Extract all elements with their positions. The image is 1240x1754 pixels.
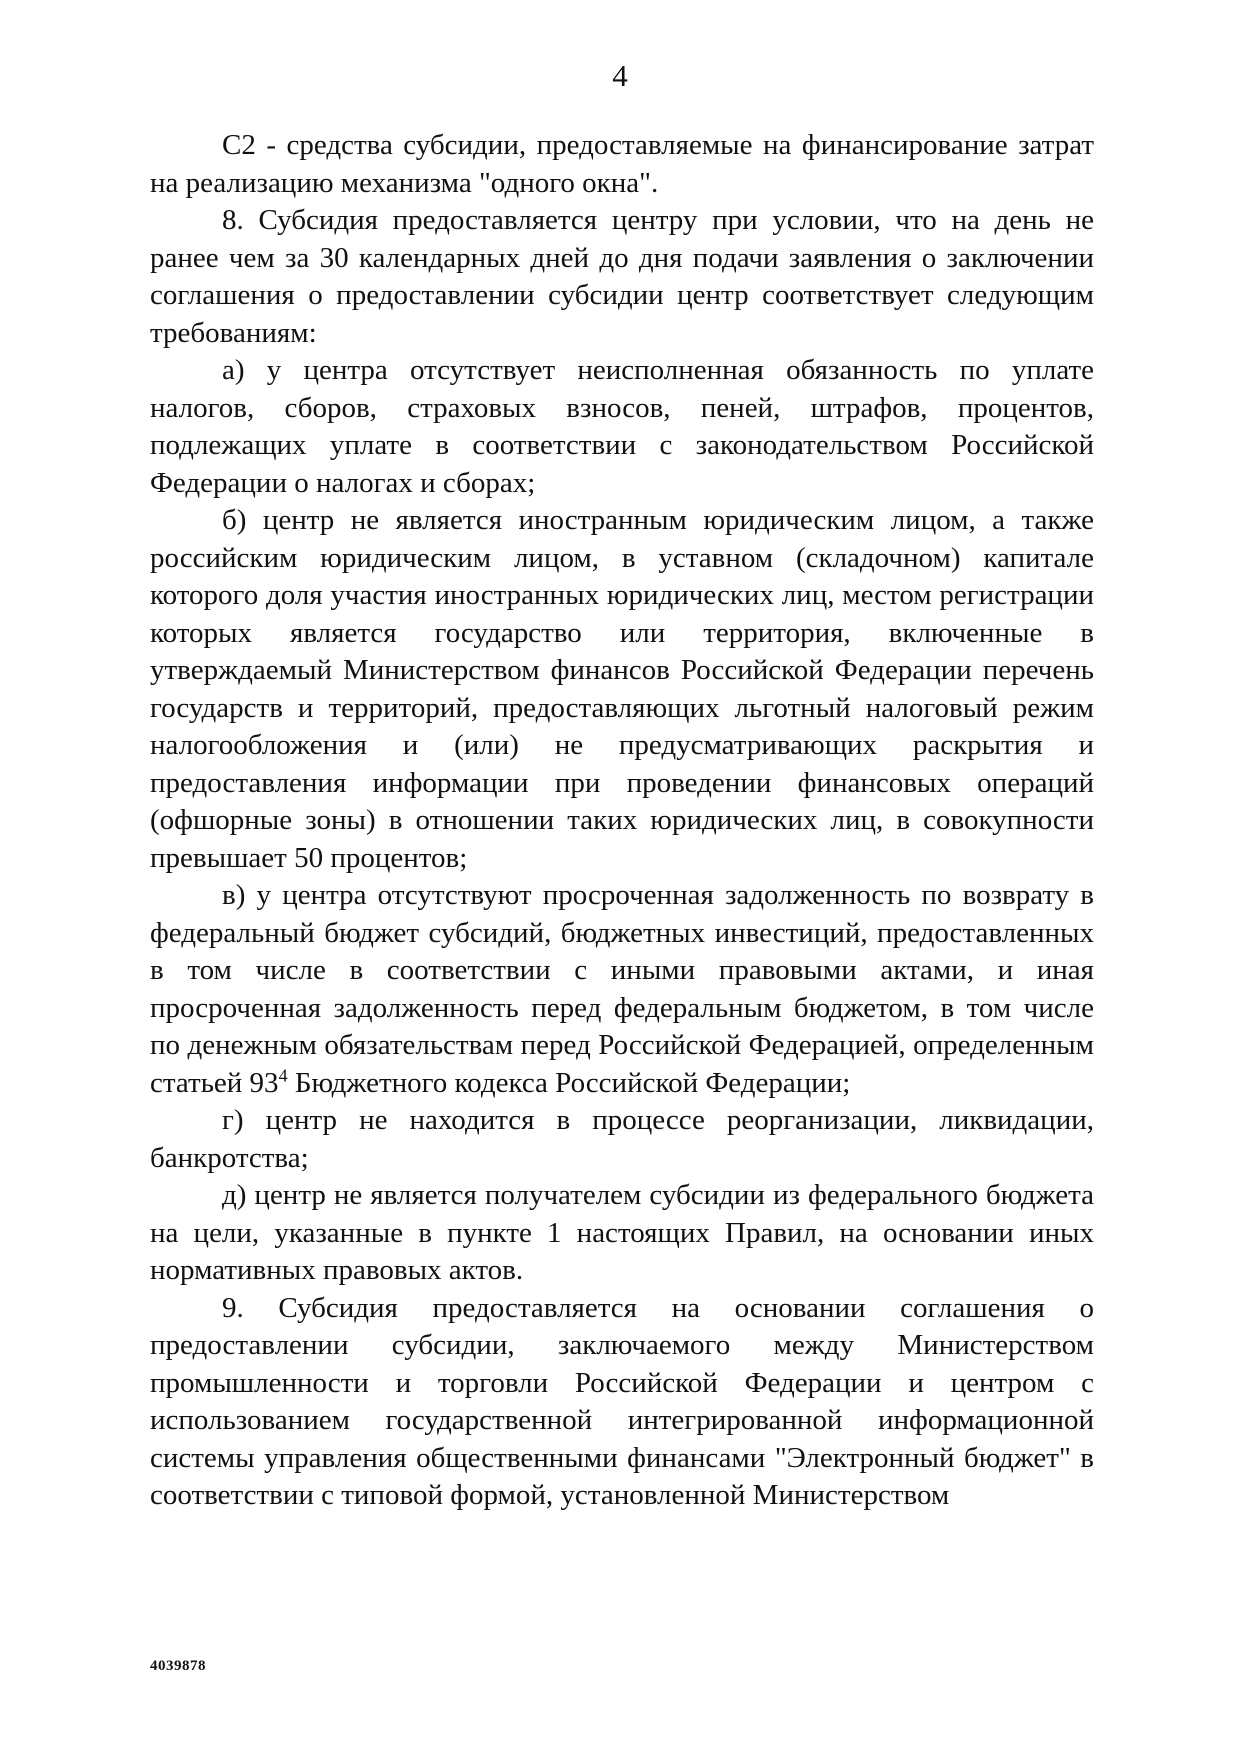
paragraph-8-item-v: [150, 877, 1094, 1102]
paragraph-8-item-g: г) центр не находится в процессе реорганизации, ликвидации, банкротства;: [150, 1104, 1094, 1174]
paragraph-8-item-v-text: в) у центра отсутствуют просроченная задолженность по возврату в федеральный бюджет субсидий, бюджетных инвестиций, предоставленных в том числе в соответствии с иными правовыми актами, и иная просроченная задолженность перед федеральным бюджетом, в том числе по денежным обязательствам перед Российской Федерацией, определенным статьей 93: [150, 879, 1094, 1099]
paragraph-8-item-d: д) центр не является получателем субсидии из федерального бюджета на цели, указанные в пункте 1 настоящих Правил, на основании иных нормативных правовых актов.: [150, 1179, 1094, 1286]
paragraph-9: 9. Субсидия предоставляется на основании соглашения о предоставлении субсидии, заключаемого между Министерством промышленности и торговли Российской Федерации и центром с использованием государственной интегрированной информационной системы управления общественными финансами "Электронный бюджет" в соответствии с типовой формой, установленной Министерством: [150, 1291, 1094, 1511]
page-number: 4: [612, 58, 628, 93]
paragraph-8-item-a: а) у центра отсутствует неисполненная обязанность по уплате налогов, сборов, страховых взносов, пеней, штрафов, процентов, подлежащих уплате в соответствии с законодательством Российской Федерации о налогах и сборах;: [150, 354, 1094, 499]
article-superscript: 4: [278, 1064, 288, 1085]
document-id: 4039878: [150, 1658, 206, 1674]
paragraph-c2-definition: С2 - средства субсидии, предоставляемые на финансирование затрат на реализацию механизма "одного окна".: [150, 129, 1094, 199]
paragraph-8-intro: 8. Субсидия предоставляется центру при условии, что на день не ранее чем за 30 календарных дней до дня подачи заявления о заключении соглашения о предоставлении субсидии центр соответствует следующим требованиям:: [150, 204, 1094, 349]
paragraph-8-item-b: б) центр не является иностранным юридическим лицом, а также российским юридическим лицом, в уставном (складочном) капитале которого доля участия иностранных юридических лиц, местом регистрации которых является государство или территория, включенные в утверждаемый Министерством финансов Российской Федерации перечень государств и территорий, предоставляющих льготный налоговый режим налогообложения и (или) не предусматривающих раскрытия и предоставления информации при проведении финансовых операций (офшорные зоны) в отношении таких юридических лиц, в совокупности превышает 50 процентов;: [150, 504, 1094, 874]
paragraph-8-item-v-tail: Бюджетного кодекса Российской Федерации;: [287, 1066, 851, 1099]
document-body: [150, 127, 1094, 1515]
